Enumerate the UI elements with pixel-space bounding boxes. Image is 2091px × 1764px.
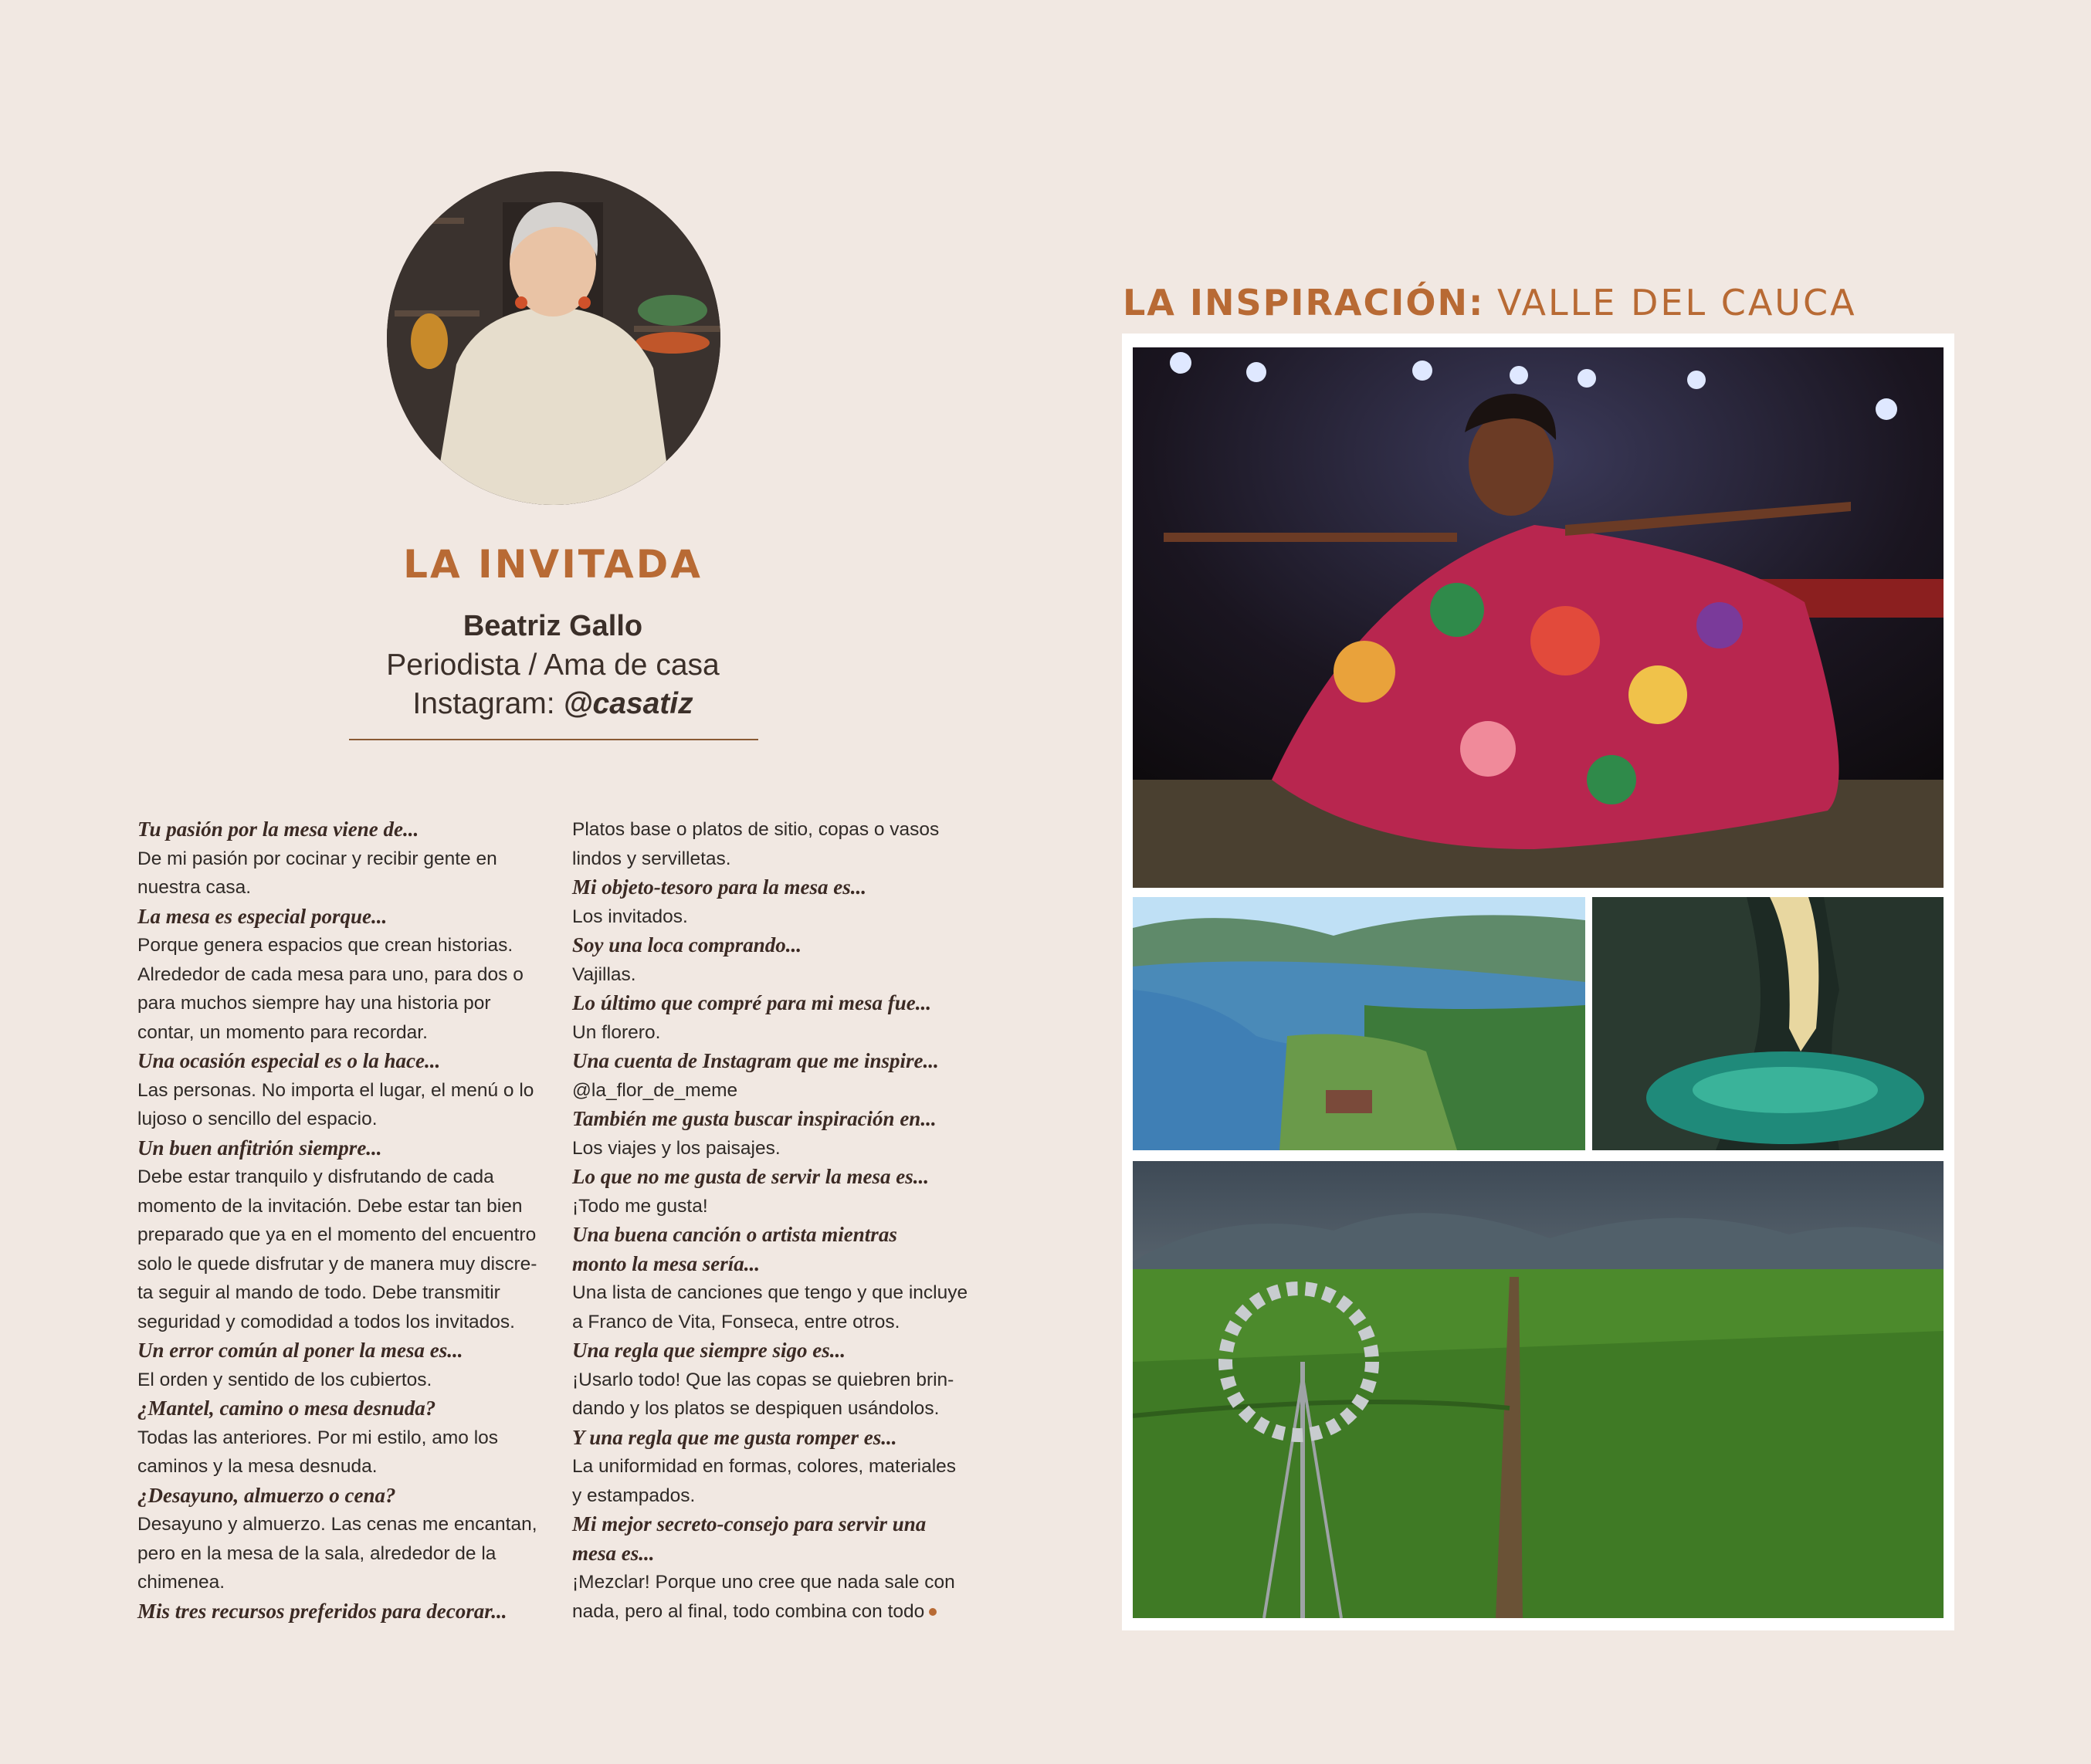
interview-answer bbox=[572, 902, 974, 932]
question-line: La mesa es especial porque... bbox=[137, 904, 388, 928]
answer-line: Desayuno y almuerzo. Las cenas me encantan, bbox=[137, 1514, 537, 1535]
interview-question bbox=[137, 1047, 539, 1076]
answer-line: a Franco de Vita, Fonseca, entre otros. bbox=[572, 1311, 900, 1332]
question-line: Lo último que compré para mi mesa fue... bbox=[572, 991, 931, 1014]
interview-question bbox=[572, 1221, 974, 1278]
answer-line: Una lista de canciones que tengo y que incluye bbox=[572, 1282, 968, 1303]
interview-column-left bbox=[137, 815, 539, 1626]
interview-answer bbox=[572, 1018, 974, 1048]
answer-line: para muchos siempre hay una historia por bbox=[137, 993, 491, 1014]
interview-question bbox=[572, 1424, 974, 1453]
interview-answer bbox=[572, 1134, 974, 1163]
answer-line: preparado que ya en el momento del encuentro bbox=[137, 1224, 537, 1245]
answer-line: nada, pero al final, todo combina con todo bbox=[572, 1597, 974, 1627]
answer-line: Los viajes y los paisajes. bbox=[572, 1137, 781, 1159]
answer-line: @la_flor_de_meme bbox=[572, 1079, 738, 1101]
question-line: También me gusta buscar inspiración en... bbox=[572, 1107, 937, 1130]
interview-question bbox=[572, 1510, 974, 1568]
interview-answer bbox=[572, 1278, 974, 1336]
interview-question bbox=[137, 815, 539, 845]
answer-line: lindos y servilletas. bbox=[572, 848, 731, 869]
interview-question bbox=[137, 1134, 539, 1163]
answer-line: lujoso o sencillo del espacio. bbox=[137, 1109, 378, 1129]
instagram-handle[interactable]: @casatiz bbox=[563, 687, 693, 720]
guest-name: Beatriz Gallo bbox=[463, 610, 643, 642]
question-line: Mi mejor secreto-consejo para servir una bbox=[572, 1512, 927, 1535]
question-line: Tu pasión por la mesa viene de... bbox=[137, 818, 419, 841]
answer-line: Vajillas. bbox=[572, 963, 636, 985]
answer-line: Porque genera espacios que crean historias. bbox=[137, 935, 513, 956]
answer-line: Todas las anteriores. Por mi estilo, amo los bbox=[137, 1427, 499, 1448]
question-line: mesa es... bbox=[572, 1541, 655, 1565]
answer-line: nuestra casa. bbox=[137, 877, 252, 898]
question-line: ¿Desayuno, almuerzo o cena? bbox=[137, 1483, 396, 1507]
answer-line: Debe estar tranquilo y disfrutando de cada bbox=[137, 1166, 494, 1187]
interview-answer bbox=[572, 1192, 974, 1221]
interview-question bbox=[572, 1047, 974, 1076]
question-line: Mis tres recursos preferidos para decorar... bbox=[137, 1599, 507, 1623]
interview-answer bbox=[137, 1510, 539, 1597]
answer-line: contar, un momento para recordar. bbox=[137, 1021, 428, 1043]
inspiration-title bbox=[1123, 282, 1857, 323]
end-dot-icon bbox=[929, 1608, 937, 1616]
answer-line: momento de la invitación. Debe estar tan bien bbox=[137, 1195, 523, 1217]
interview-answer bbox=[137, 845, 539, 902]
answer-line: Los invitados. bbox=[572, 906, 688, 927]
interview-answer bbox=[572, 1568, 974, 1626]
interview-question bbox=[137, 1597, 539, 1627]
answer-line: ¡Todo me gusta! bbox=[572, 1195, 708, 1217]
question-line: Lo que no me gusta de servir la mesa es... bbox=[572, 1165, 929, 1188]
question-line: ¿Mantel, camino o mesa desnuda? bbox=[137, 1397, 436, 1420]
guest-instagram bbox=[0, 687, 1106, 721]
answer-line: dando y los platos se despiquen usándolos. bbox=[572, 1398, 940, 1419]
answer-line: chimenea. bbox=[137, 1572, 225, 1593]
question-line: monto la mesa sería... bbox=[572, 1251, 761, 1275]
answer-line: ta seguir al mando de todo. Debe transmitir bbox=[137, 1282, 500, 1303]
guest-avatar bbox=[387, 171, 720, 505]
answer-line: Platos base o platos de sitio, copas o vasos bbox=[572, 819, 940, 840]
interview-column-right bbox=[572, 815, 974, 1626]
question-line: Una buena canción o artista mientras bbox=[572, 1223, 897, 1246]
guest-heading: LA INVITADA bbox=[403, 542, 703, 587]
interview-answer bbox=[137, 1366, 539, 1395]
guest-role: Periodista / Ama de casa bbox=[386, 648, 720, 682]
guest-divider bbox=[349, 739, 758, 740]
interview-question bbox=[572, 1105, 974, 1134]
photo-canyon-waterfall bbox=[1592, 897, 1944, 1150]
interview-question bbox=[572, 931, 974, 960]
interview-answer bbox=[572, 1452, 974, 1510]
interview-answer bbox=[572, 960, 974, 990]
question-line: Soy una loca comprando... bbox=[572, 933, 802, 956]
interview-question bbox=[137, 902, 539, 932]
answer-line: Alrededor de cada mesa para uno, para dos o bbox=[137, 963, 524, 985]
interview-answer bbox=[137, 931, 539, 1047]
interview-answer bbox=[137, 1076, 539, 1134]
question-line: Y una regla que me gusta romper es... bbox=[572, 1425, 897, 1449]
inspiration-title-lead: LA INSPIRACIÓN: bbox=[1123, 282, 1485, 323]
interview-answer bbox=[572, 1366, 974, 1424]
question-line: Una regla que siempre sigo es... bbox=[572, 1339, 846, 1362]
question-line: Una ocasión especial es o la hace... bbox=[137, 1049, 441, 1072]
answer-line: seguridad y comodidad a todos los invitados. bbox=[137, 1311, 515, 1332]
interview-question bbox=[137, 1481, 539, 1511]
answer-line: pero en la mesa de la sala, alrededor de la bbox=[137, 1542, 496, 1564]
answer-line: Las personas. No importa el lugar, el menú o lo bbox=[137, 1079, 534, 1101]
question-line: Un buen anfitrión siempre... bbox=[137, 1136, 382, 1160]
interview-answer bbox=[137, 1424, 539, 1481]
interview-question bbox=[572, 873, 974, 902]
interview-question bbox=[572, 1163, 974, 1192]
answer-line: El orden y sentido de los cubiertos. bbox=[137, 1369, 432, 1390]
photo-lake-landscape bbox=[1133, 897, 1585, 1150]
answer-line: caminos y la mesa desnuda. bbox=[137, 1456, 378, 1477]
answer-line: y estampados. bbox=[572, 1485, 696, 1506]
question-line: Un error común al poner la mesa es... bbox=[137, 1339, 463, 1362]
answer-line: La uniformidad en formas, colores, materiales bbox=[572, 1456, 957, 1477]
interview-question bbox=[572, 989, 974, 1018]
interview-answer bbox=[572, 1076, 974, 1105]
answer-line: Un florero. bbox=[572, 1021, 661, 1043]
interview-answer bbox=[572, 815, 974, 873]
photo-festival-dancer bbox=[1133, 347, 1944, 888]
interview-question bbox=[137, 1394, 539, 1424]
inspiration-title-place: VALLE DEL CAUCA bbox=[1497, 282, 1857, 323]
interview-question bbox=[137, 1336, 539, 1366]
answer-line: ¡Usarlo todo! Que las copas se quiebren brin- bbox=[572, 1369, 954, 1390]
photo-sugarcane-fields bbox=[1133, 1161, 1944, 1618]
answer-line: ¡Mezclar! Porque uno cree que nada sale con bbox=[572, 1572, 955, 1593]
answer-line: De mi pasión por cocinar y recibir gente en bbox=[137, 848, 497, 869]
instagram-label: Instagram: bbox=[412, 687, 555, 720]
interview-answer bbox=[137, 1163, 539, 1336]
question-line: Mi objeto-tesoro para la mesa es... bbox=[572, 875, 866, 899]
question-line: Una cuenta de Instagram que me inspire... bbox=[572, 1049, 939, 1072]
interview-question bbox=[572, 1336, 974, 1366]
answer-line: solo le quede disfrutar y de manera muy discre- bbox=[137, 1253, 537, 1275]
